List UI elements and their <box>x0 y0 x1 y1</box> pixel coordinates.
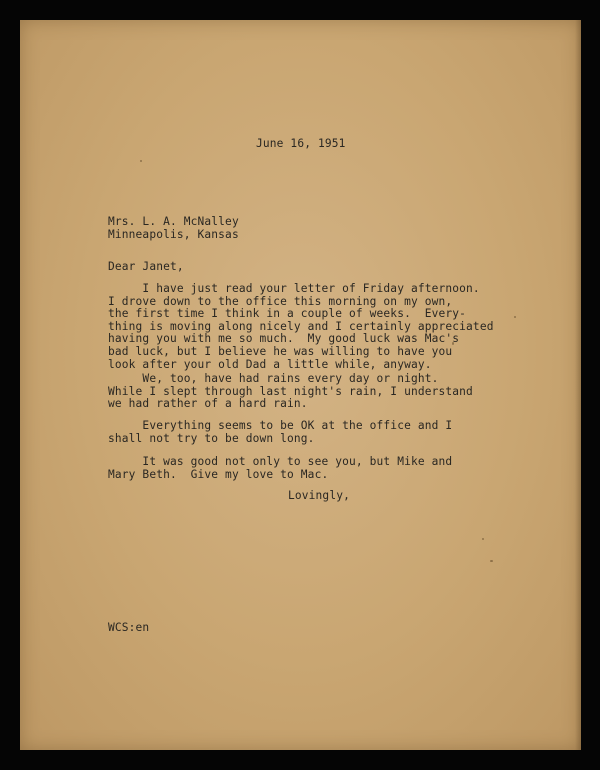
paragraph-line: we had rather of a hard rain. <box>108 397 308 411</box>
paragraph-line: Mary Beth. Give my love to Mac. <box>108 467 329 481</box>
paragraph-line: I have just read your letter of Friday afternoon. <box>108 282 480 295</box>
paragraph-line: the first time I think in a couple of weeks. Every- <box>108 307 467 321</box>
closing: Lovingly, <box>288 489 350 502</box>
recipient-address <box>108 216 239 241</box>
paragraph-line: While I slept through last night's rain, I understand <box>108 384 473 398</box>
paper-speck <box>514 316 516 318</box>
paragraph-line: I drove down to the office this morning on my own, <box>108 294 453 308</box>
body-paragraph-2 <box>108 373 473 411</box>
paper-speck <box>452 342 454 345</box>
typist-initials: WCS:en <box>108 621 150 634</box>
salutation: Dear Janet, <box>108 260 184 273</box>
recipient-city: Minneapolis, Kansas <box>108 227 239 241</box>
body-paragraph-3 <box>108 420 452 445</box>
paragraph-line: Everything seems to be OK at the office and I <box>108 419 453 432</box>
paragraph-line: look after your old Dad a little while, anyway. <box>108 357 432 371</box>
body-paragraph-4 <box>108 456 452 481</box>
recipient-name: Mrs. L. A. McNalley <box>108 215 239 228</box>
paper-speck <box>482 538 484 540</box>
paragraph-line: We, too, have had rains every day or night. <box>108 372 439 385</box>
paper-speck <box>140 160 142 162</box>
paragraph-line: bad luck, but I believe he was willing to have you <box>108 344 453 358</box>
body-paragraph-1 <box>108 283 494 371</box>
paragraph-line: It was good not only to see you, but Mike and <box>108 455 453 468</box>
paragraph-line: thing is moving along nicely and I certainly appreciated <box>108 319 494 333</box>
paragraph-line: shall not try to be down long. <box>108 431 315 445</box>
letter-date: June 16, 1951 <box>256 137 346 150</box>
paper-speck <box>490 560 493 562</box>
letter-page <box>20 20 581 750</box>
paragraph-line: having you with me so much. My good luck was Mac's <box>108 332 460 346</box>
